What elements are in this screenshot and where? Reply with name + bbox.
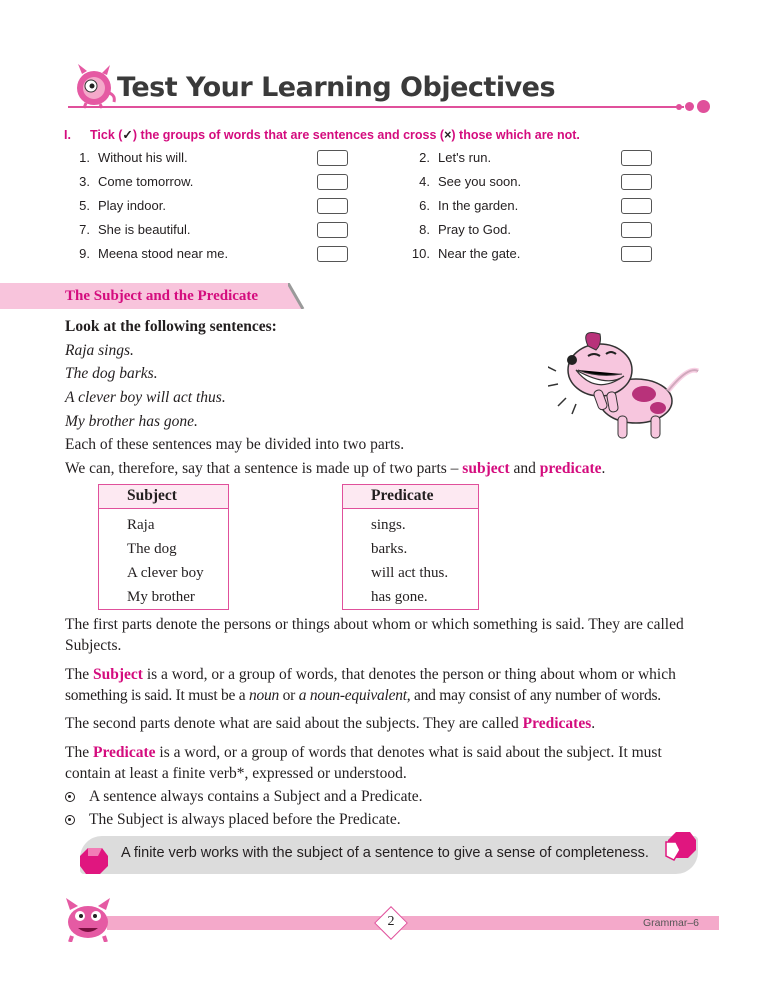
answer-box[interactable] xyxy=(317,198,348,214)
answer-box[interactable] xyxy=(621,174,652,190)
answer-box[interactable] xyxy=(317,150,348,166)
decor-dot xyxy=(697,100,710,113)
exercise-item: 6. In the garden. xyxy=(419,198,519,213)
body-paragraph: The second parts denote what are said about the subjects. They are called Predicates. xyxy=(65,715,596,732)
book-title: Grammar–6 xyxy=(643,917,700,929)
decor-dot xyxy=(676,104,682,110)
bullet-text: A sentence always contains a Subject and a Predicate. xyxy=(89,788,423,805)
answer-box[interactable] xyxy=(317,222,348,238)
page-title: Test Your Learning Objectives xyxy=(117,72,556,103)
body-paragraph: contain at least a finite verb*, expressed or understood. xyxy=(65,765,407,782)
body-paragraph: The Subject is a word, or a group of words, that denotes the person or thing about whom or which xyxy=(65,666,676,683)
banner-edge xyxy=(288,283,306,309)
decor-dot xyxy=(685,102,694,111)
table-row: barks. xyxy=(371,541,408,557)
example-sentence: A clever boy will act thus. xyxy=(65,389,226,406)
body-paragraph: We can, therefore, say that a sentence is made up of two parts – subject and predicate. xyxy=(65,460,606,477)
exercise-item: 4. See you soon. xyxy=(419,174,522,189)
note-gem-icon xyxy=(664,830,698,862)
note-gem-icon xyxy=(78,846,110,876)
footer-monster-icon xyxy=(62,896,114,942)
exercise-item: 8. Pray to God. xyxy=(419,222,511,237)
table-row: My brother xyxy=(127,589,195,605)
note-text: A finite verb works with the subject of a sentence to give a sense of completeness. xyxy=(121,845,649,861)
laughing-dog-illustration xyxy=(548,326,708,446)
exercise-item: 2. Let's run. xyxy=(419,150,492,165)
answer-box[interactable] xyxy=(621,222,652,238)
mascot-icon xyxy=(72,62,120,110)
example-sentence: Raja sings. xyxy=(65,342,134,359)
answer-box[interactable] xyxy=(621,198,652,214)
table-header: Predicate xyxy=(343,485,478,509)
bullet-icon xyxy=(65,792,75,802)
page-number: 2 xyxy=(387,914,395,929)
table-row: will act thus. xyxy=(371,565,449,581)
answer-box[interactable] xyxy=(621,246,652,262)
example-sentence: My brother has gone. xyxy=(65,413,198,430)
answer-box[interactable] xyxy=(317,246,348,262)
exercise-item: 7. She is beautiful. xyxy=(79,222,191,237)
exercise-item: 5. Play indoor. xyxy=(79,198,166,213)
table-row: has gone. xyxy=(371,589,428,605)
exercise-item: 9. Meena stood near me. xyxy=(79,246,229,261)
table-row: Raja xyxy=(127,517,155,533)
answer-box[interactable] xyxy=(621,150,652,166)
table-row: A clever boy xyxy=(127,565,204,581)
subject-table xyxy=(98,484,229,610)
table-header: Subject xyxy=(99,485,228,509)
body-paragraph: The Predicate is a word, or a group of words that denotes what is said about the subject. It must xyxy=(65,744,662,761)
answer-box[interactable] xyxy=(317,174,348,190)
exercise-item: 1. Without his will. xyxy=(79,150,188,165)
footer-bar xyxy=(107,916,719,930)
body-paragraph: Subjects. xyxy=(65,637,122,654)
section-title: The Subject and the Predicate xyxy=(65,288,259,304)
section-lead: Look at the following sentences: xyxy=(65,318,277,335)
cross-icon: × xyxy=(444,128,452,142)
predicate-table xyxy=(342,484,479,610)
table-row: The dog xyxy=(127,541,177,557)
table-row: sings. xyxy=(371,517,406,533)
tick-icon: ✓ xyxy=(122,128,133,142)
body-paragraph: Each of these sentences may be divided into two parts. xyxy=(65,436,405,453)
example-sentence: The dog barks. xyxy=(65,365,158,382)
title-underline xyxy=(68,106,684,108)
bullet-text: The Subject is always placed before the Predicate. xyxy=(89,811,401,828)
body-paragraph: The first parts denote the persons or things about whom or which something is said. They are called xyxy=(65,616,684,633)
exercise-item: 3. Come tomorrow. xyxy=(79,174,194,189)
exercise-instruction: I. Tick (✓) the groups of words that are sentences and cross (×) those which are not. xyxy=(64,128,580,142)
exercise-item: 10. Near the gate. xyxy=(411,246,521,261)
bullet-icon xyxy=(65,815,75,825)
body-paragraph: something is said. It must be a noun or a noun-equivalent, and may consist of any number of words. xyxy=(65,687,661,704)
